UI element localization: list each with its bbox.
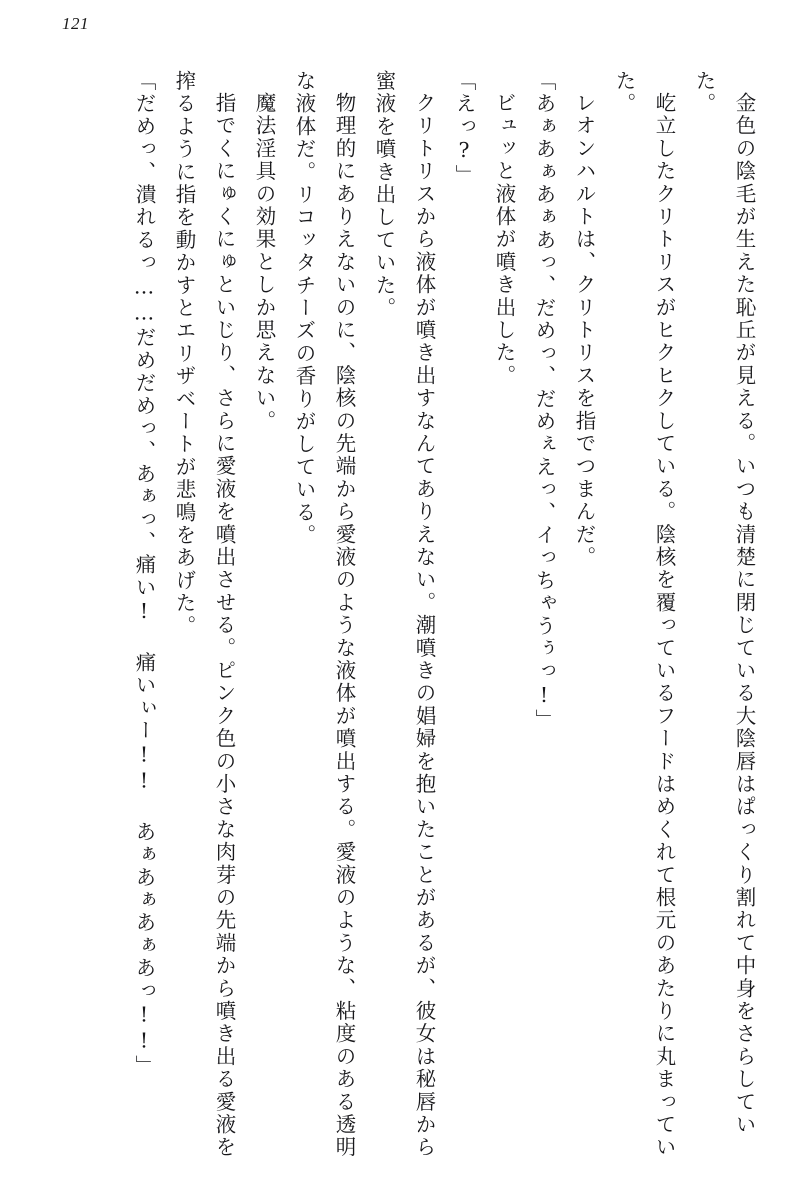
paragraph: ビュッと液体が噴き出した。	[492, 92, 516, 388]
paragraph: 屹立したクリトリスがヒクヒクしている。陰核を覆っているフードはめくれて根元のあたりに丸まっていた。	[612, 70, 676, 1159]
body-text-block	[30, 70, 764, 1160]
paragraph: レオンハルトは、クリトリスを指でつまんだ。	[572, 92, 596, 569]
page-number: 121	[62, 14, 89, 33]
paragraph-dialogue: 「だめっ、潰れるっ……だめだめっ、あぁっ、痛い! 痛いぃー!! あぁあぁあぁあっ!!」	[132, 70, 156, 1078]
paragraph: 金色の陰毛が生えた恥丘が見える。いつも清楚に閉じている大陰唇はぱっくり割れて中身をさらしていた。	[692, 70, 756, 1137]
paragraph: クリトリスから液体が噴き出すなんてありえない。潮噴きの娼婦を抱いたことがあるが、彼女は秘唇から蜜液を噴き出していた。	[372, 70, 436, 1159]
paragraph-dialogue: 「あぁあぁあぁあっ、だめっ、だめぇえっ、イっちゃうぅっ!」	[532, 70, 556, 732]
paragraph: 物理的にありえないのに、陰核の先端から愛液のような液体が噴出する。愛液のような、粘度のある透明な液体だ。リコッタチーズの香りがしている。	[292, 70, 356, 1159]
paragraph: 魔法淫具の効果としか思えない。	[252, 92, 276, 433]
paragraph-dialogue: 「えっ?」	[452, 70, 476, 187]
paragraph: 指でくにゅくにゅといじり、さらに愛液を噴出させる。ピンク色の小さな肉芽の先端から噴き出る愛液を搾るように指を動かすとエリザベートが悲鳴をあげた。	[172, 70, 236, 1159]
